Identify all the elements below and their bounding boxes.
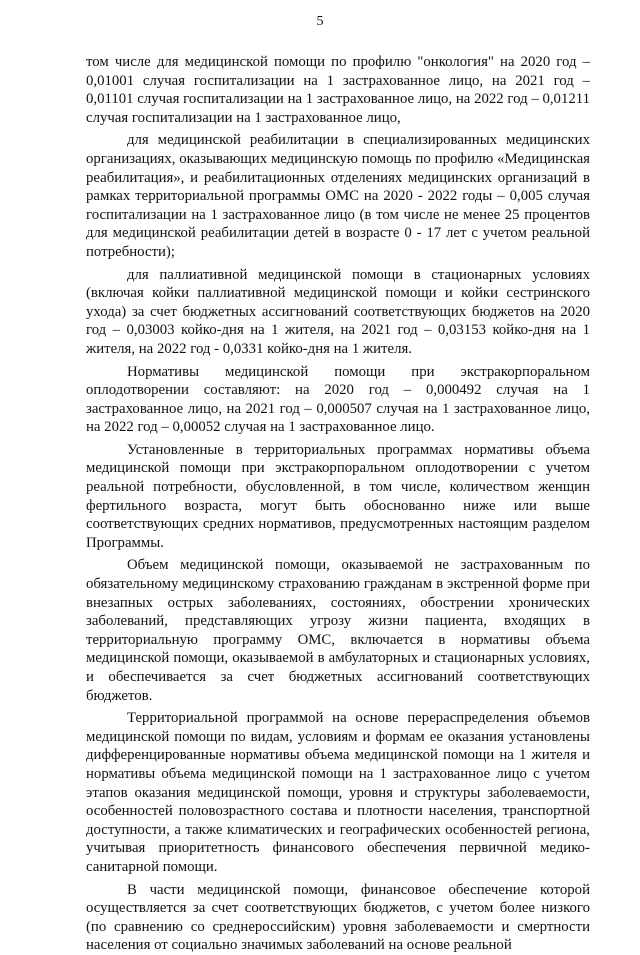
paragraph-uninsured-emergency: Объем медицинской помощи, оказываемой не застрахованным по обязательному медицинскому страхованию гражданам в экстренной форме при внезапных острых заболеваниях, состояниях, обострении хронических заболеваний, представляющих угрозу жизни пациента, входящих в территориальную программу ОМС, включается в нормативы объема медицинской помощи, оказываемой в амбулаторных и стационарных условиях, и обеспечивается за счет бюджетных ассигнований соответствующих бюджетов. xyxy=(86,557,590,704)
document-body xyxy=(86,53,590,955)
paragraph-medical-rehabilitation: для медицинской реабилитации в специализированных медицинских организациях, оказывающих медицинскую помощь по профилю «Медицинская реабилитация», и реабилитационных отделениях медицинских организаций в рамках территориальной программы ОМС на 2020 - 2022 годы – 0,005 случая госпитализации на 1 застрахованное лицо (в том числе не менее 25 процентов для медицинской реабилитации детей в возрасте 0 - 17 лет с учетом реальной потребности); xyxy=(86,132,590,260)
paragraph-differentiated-norms: Территориальной программой на основе перераспределения объемов медицинской помощи по видам, условиям и формам ее оказания установлены дифференцированные нормативы объема медицинской помощи на 1 жителя и нормативы объема медицинской помощи на 1 застрахованное лицо с учетом этапов оказания медицинской помощи, уровня и структуры заболеваемости, особенностей половозрастного состава и плотности населения, транспортной доступности, а также климатических и географических особенностей региона, учитывая приоритетность финансового обеспечения первичной медико-санитарной помощи. xyxy=(86,710,590,875)
paragraph-ivf-norms: Нормативы медицинской помощи при экстракорпоральном оплодотворении составляют: на 2020 год – 0,000492 случая на 1 застрахованное лицо, на 2021 год – 0,000507 случая на 1 застрахованное лицо, на 2022 год – 0,00052 случая на 1 застрахованное лицо. xyxy=(86,363,590,436)
paragraph-budget-funded-care: В части медицинской помощи, финансовое обеспечение которой осуществляется за счет соответствующих бюджетов, с учетом более низкого (по сравнению со среднероссийским) уровня заболеваемости и смертности населения от социально значимых заболеваний на основе реальной xyxy=(86,881,590,954)
page-number: 5 xyxy=(316,14,324,29)
paragraph-ivf-territorial: Установленные в территориальных программах нормативы объема медицинской помощи при экстракорпоральном оплодотворении с учетом реальной потребности, обусловленной, в том числе, количеством женщин фертильного возраста, могут быть обоснованно ниже или выше соответствующих средних нормативов, предусмотренных настоящим разделом Программы. xyxy=(86,441,590,551)
paragraph-palliative-care: для паллиативной медицинской помощи в стационарных условиях (включая койки паллиативной медицинской помощи и койки сестринского ухода) за счет бюджетных ассигнований соответствующих бюджетов на 2020 год – 0,03003 койко-дня на 1 жителя, на 2021 год – 0,03153 койко-дня на 1 жителя, на 2022 год - 0,0331 койко-дня на 1 жителя. xyxy=(86,266,590,357)
paragraph-oncology-continuation: том числе для медицинской помощи по профилю "онкология" на 2020 год – 0,01001 случая госпитализации на 1 застрахованное лицо, на 2021 год – 0,01101 случая госпитализации на 1 застрахованное лицо, на 2022 год – 0,01211 случая госпитализации на 1 застрахованное лицо, xyxy=(86,54,590,126)
